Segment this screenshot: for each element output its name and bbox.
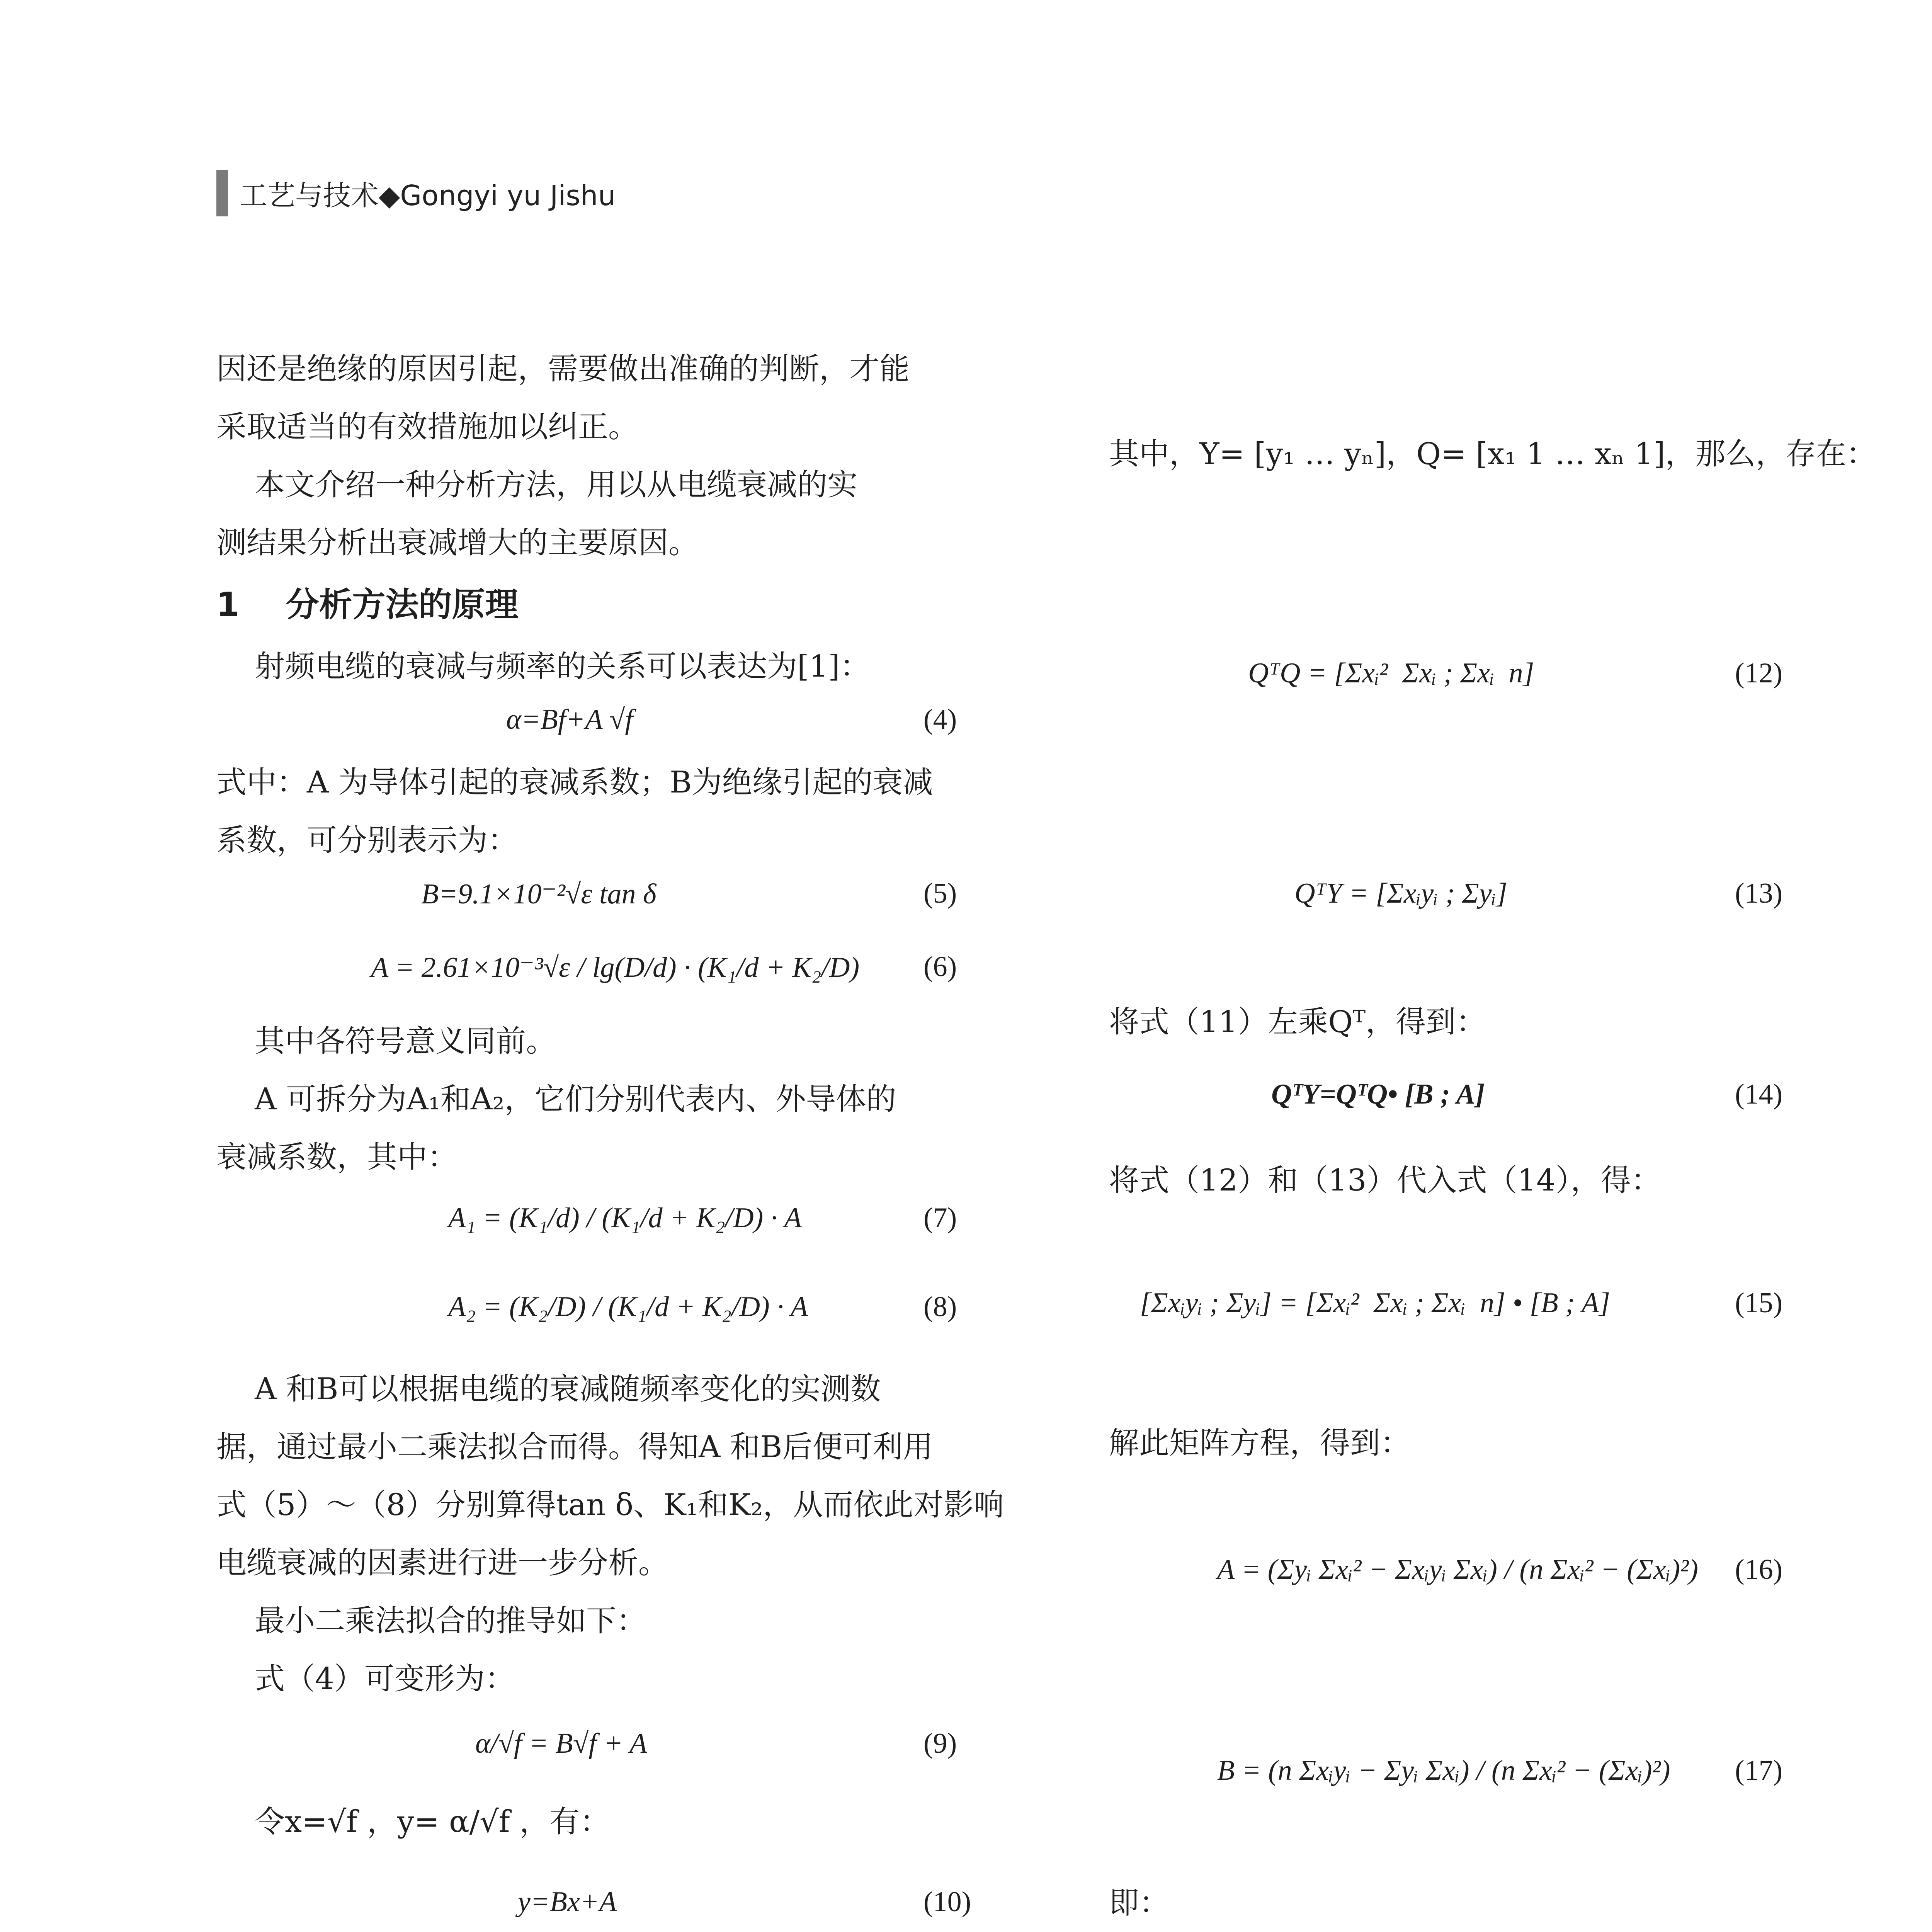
running-header	[216, 170, 616, 216]
equation-15: [Σxᵢyᵢ ; Σyᵢ] = [Σxᵢ² Σxᵢ ; Σxᵢ n] • [B ; A]	[1140, 1287, 1610, 1319]
equation-4: α=Bf+A √f	[506, 704, 633, 735]
eq-number-13: (13)	[1735, 878, 1783, 909]
equation-6: A = 2.61×10⁻³√ε / lg(D/d) · (K₁/d + K₂/D)	[371, 952, 860, 983]
para3-line-6: 式（4）可变形为：	[216, 1662, 515, 1696]
eq-number-4: (4)	[923, 704, 957, 735]
eq-number-9: (9)	[923, 1728, 957, 1759]
para3-line-1: A 和B可以根据电缆的衰减随频率变化的实测数	[216, 1372, 881, 1406]
let-text: 令x=√f ，y= α/√f ，有：	[216, 1804, 610, 1839]
eq-number-5: (5)	[923, 878, 957, 909]
split-text-2: 衰减系数，其中：	[216, 1140, 458, 1175]
left-line-3: 本文介绍一种分析方法，用以从电缆衰减的实	[216, 468, 858, 502]
left-mult-text: 将式（11）左乘Qᵀ，得到：	[1109, 1005, 1486, 1039]
equation-17: B = (n Σxᵢyᵢ − Σyᵢ Σxᵢ) / (n Σxᵢ² − (Σxᵢ)²)	[1217, 1755, 1670, 1786]
eq-number-10: (10)	[923, 1886, 971, 1918]
desc-line-2: 系数，可分别表示为：	[216, 823, 518, 858]
equation-12: QᵀQ = [Σxᵢ² Σxᵢ ; Σxᵢ n]	[1248, 657, 1534, 689]
eq-number-7: (7)	[923, 1202, 957, 1234]
equation-7: A₁ = (K₁/d) / (K₁/d + K₂/D) · A	[448, 1202, 802, 1234]
equation-8: A₂ = (K₂/D) / (K₁/d + K₂/D) · A	[448, 1291, 808, 1323]
where-text: 其中，Y= [y₁ … yₙ]，Q= [x₁ 1 … xₙ 1]，那么，存在：	[1109, 437, 1876, 471]
ie-text: 即：	[1109, 1886, 1170, 1920]
para3-line-3: 式（5）～（8）分别算得tan δ、K₁和K₂，从而依此对影响	[216, 1488, 1004, 1522]
left-line-2: 采取适当的有效措施加以纠正。	[216, 410, 639, 444]
equation-14: QᵀY=QᵀQ• [B ; A]	[1271, 1078, 1485, 1110]
para3-line-4: 电缆衰减的因素进行进一步分析。	[216, 1546, 669, 1580]
equation-13: QᵀY = [Σxᵢyᵢ ; Σyᵢ]	[1294, 878, 1507, 909]
eq-number-6: (6)	[923, 951, 957, 983]
split-text-1: A 可拆分为A₁和A₂，它们分别代表内、外导体的	[216, 1082, 896, 1117]
para3-line-2: 据，通过最小二乘法拟合而得。得知A 和B后便可利用	[216, 1430, 933, 1464]
eq-number-16: (16)	[1735, 1554, 1783, 1585]
substitute-text: 将式（12）和（13）代入式（14），得：	[1109, 1163, 1661, 1198]
intro-text: 射频电缆的衰减与频率的关系可以表达为[1]：	[216, 649, 870, 684]
section-title: 工艺与技术◆Gongyi yu Jishu	[240, 179, 616, 212]
symbols-text: 其中各符号意义同前。	[216, 1024, 556, 1059]
eq-number-15: (15)	[1735, 1287, 1783, 1319]
section-heading: 1 分析方法的原理	[216, 585, 519, 624]
header-bar	[216, 170, 228, 216]
solve-text: 解此矩阵方程，得到：	[1109, 1426, 1411, 1461]
desc-line-1: 式中：A 为导体引起的衰减系数；B为绝缘引起的衰减	[216, 765, 933, 800]
para3-line-5: 最小二乘法拟合的推导如下：	[216, 1604, 647, 1638]
eq-number-14: (14)	[1735, 1078, 1783, 1110]
eq-number-8: (8)	[923, 1291, 957, 1323]
eq-number-17: (17)	[1735, 1755, 1783, 1786]
equation-16: A = (Σyᵢ Σxᵢ² − Σxᵢyᵢ Σxᵢ) / (n Σxᵢ² − (Σxᵢ)²)	[1217, 1554, 1698, 1585]
equation-5: B=9.1×10⁻²√ε tan δ	[421, 878, 656, 910]
left-line-4: 测结果分析出衰减增大的主要原因。	[216, 526, 699, 560]
left-line-1: 因还是绝缘的原因引起，需要做出准确的判断，才能	[216, 352, 910, 386]
equation-9: α/√f = B√f + A	[475, 1728, 647, 1759]
eq-number-12: (12)	[1735, 657, 1783, 689]
equation-10: y=Bx+A	[518, 1886, 617, 1918]
